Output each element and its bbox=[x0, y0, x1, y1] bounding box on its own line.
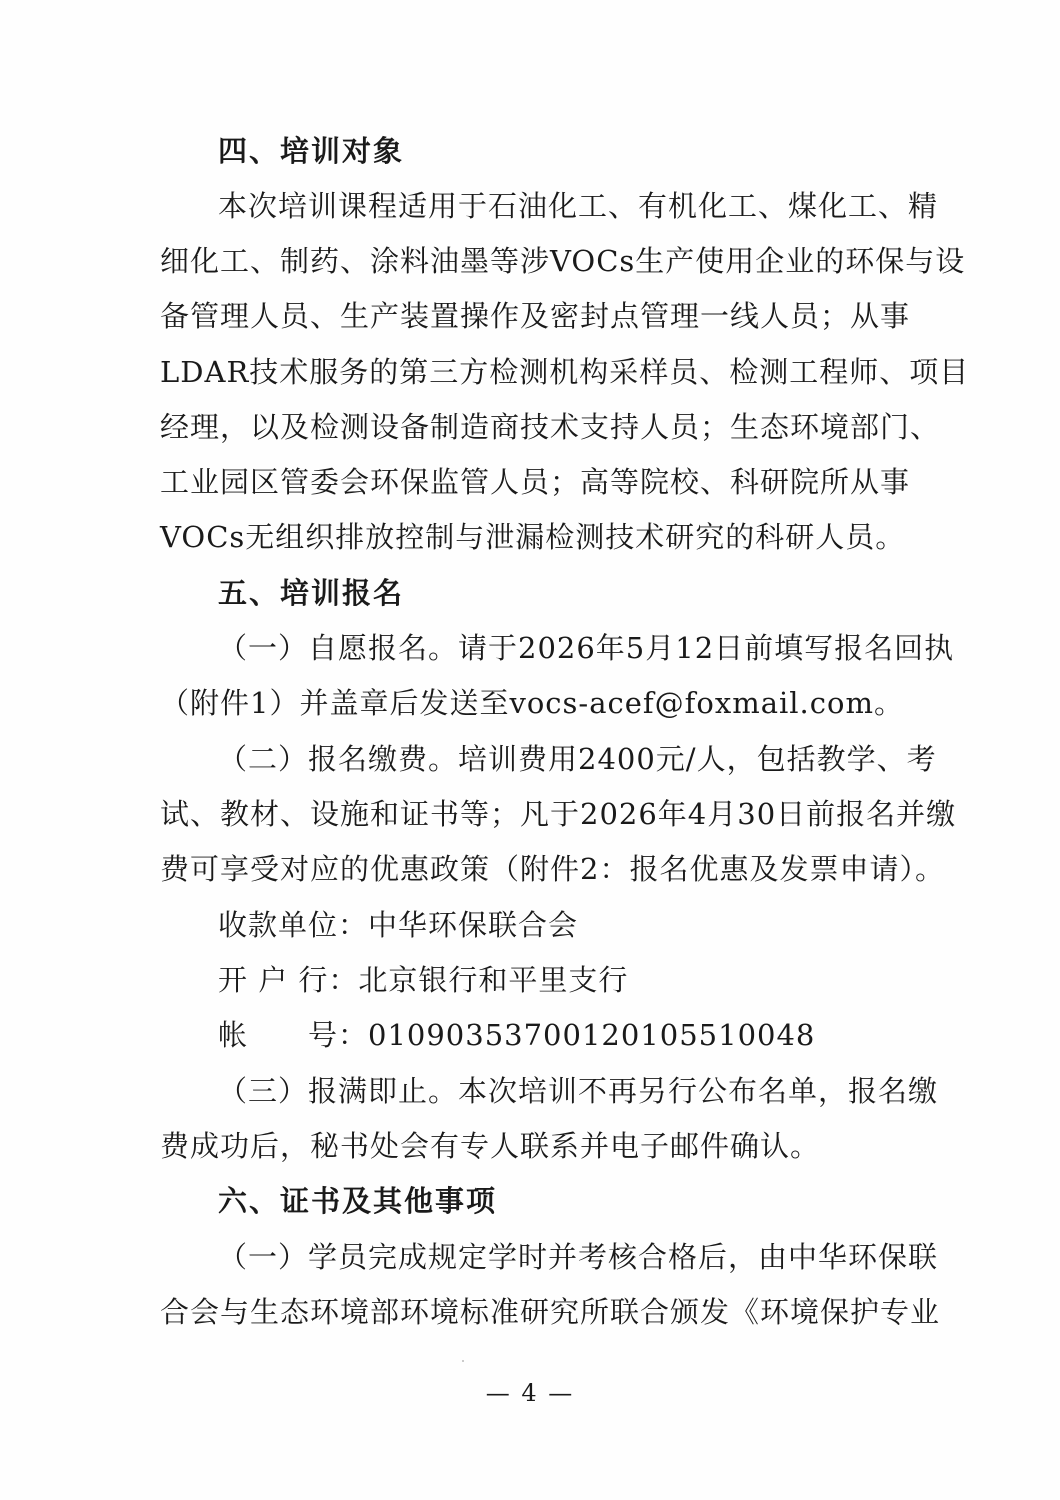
paragraph-line: 本次培训课程适用于石油化工、有机化工、煤化工、精 bbox=[218, 189, 939, 223]
paragraph-line: （附件1）并盖章后发送至vocs-acef@foxmail.com。 bbox=[160, 686, 904, 720]
paragraph-line: （二）报名缴费。培训费用2400元/人，包括教学、考 bbox=[218, 742, 937, 776]
paragraph-line: 备管理人员、生产装置操作及密封点管理一线人员；从事 bbox=[160, 299, 911, 333]
paragraph-line: （三）报满即止。本次培训不再另行公布名单，报名缴 bbox=[218, 1074, 939, 1108]
paragraph-line: （一）自愿报名。请于2026年5月12日前填写报名回执 bbox=[218, 631, 955, 665]
paragraph-line: 细化工、制药、涂料油墨等涉VOCs生产使用企业的环保与设 bbox=[160, 244, 966, 278]
bank-line: 开 户 行：北京银行和平里支行 bbox=[218, 963, 629, 997]
paragraph-line: VOCs无组织排放控制与泄漏检测技术研究的科研人员。 bbox=[160, 520, 906, 554]
paragraph-line: 费可享受对应的优惠政策（附件2：报名优惠及发票申请）。 bbox=[160, 852, 945, 886]
paragraph-line: 工业园区管委会环保监管人员；高等院校、科研院所从事 bbox=[160, 465, 911, 499]
page-number: — 4 — bbox=[485, 1379, 575, 1407]
paragraph-line: LDAR技术服务的第三方检测机构采样员、检测工程师、项目 bbox=[160, 355, 970, 389]
paragraph-line: 合会与生态环境部环境标准研究所联合颁发《环境保护专业 bbox=[160, 1295, 941, 1329]
paragraph-line: 试、教材、设施和证书等；凡于2026年4月30日前报名并缴 bbox=[160, 797, 957, 831]
paragraph-line: （一）学员完成规定学时并考核合格后，由中华环保联 bbox=[218, 1240, 939, 1274]
account-line: 帐 号：01090353700120105510048 bbox=[218, 1018, 816, 1052]
section-heading-registration: 五、培训报名 bbox=[218, 576, 405, 610]
paragraph-line: 经理，以及检测设备制造商技术支持人员；生态环境部门、 bbox=[160, 410, 941, 444]
scan-speck bbox=[462, 1360, 464, 1362]
paragraph-line: 费成功后，秘书处会有专人联系并电子邮件确认。 bbox=[160, 1129, 821, 1163]
section-heading-certificate: 六、证书及其他事项 bbox=[218, 1184, 498, 1218]
payee-line: 收款单位：中华环保联合会 bbox=[218, 908, 579, 942]
section-heading-training-target: 四、培训对象 bbox=[218, 134, 405, 168]
